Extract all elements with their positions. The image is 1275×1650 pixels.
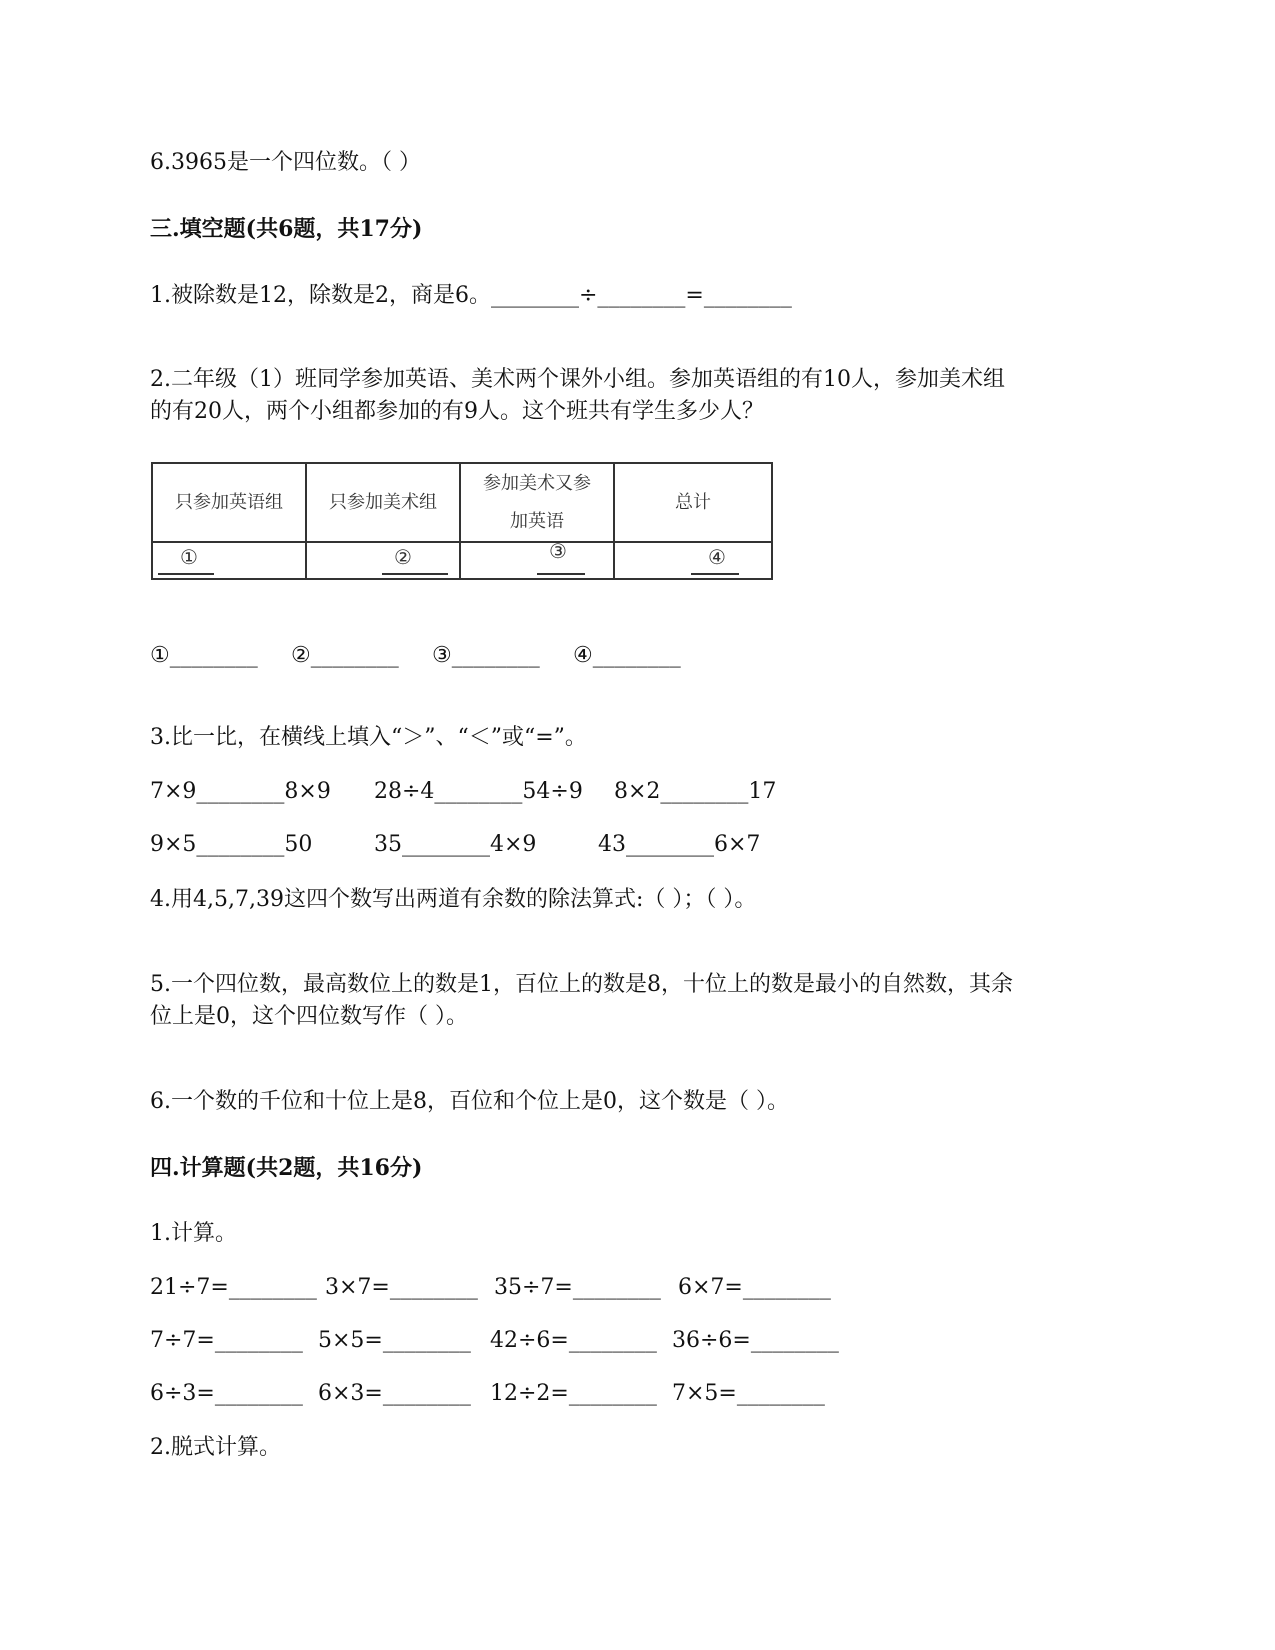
marker-1: ① — [180, 545, 198, 569]
section3-q1: 1.被除数是12，除数是2，商是6。________÷________=________ — [150, 283, 792, 308]
section3-q5-line1: 5.一个四位数，最高数位上的数是1，百位上的数是8，十位上的数是最小的自然数，其余 — [150, 972, 1013, 997]
section3-heading: 三.填空题(共6题，共17分) — [150, 216, 423, 242]
blank-line — [691, 573, 739, 575]
section3-q2-line1: 2.二年级（1）班同学参加英语、美术两个课外小组。参加英语组的有10人，参加美术组 — [150, 367, 1005, 392]
section3-q3: 3.比一比，在横线上填入“＞”、“＜”或“=”。 — [150, 725, 587, 750]
table-header-1: 只参加英语组 — [175, 491, 283, 513]
compare-3: 8×2________17 — [614, 779, 777, 804]
compare-2: 28÷4________54÷9 — [374, 779, 583, 804]
blank-line — [537, 573, 585, 575]
compare-6: 43________6×7 — [598, 832, 761, 857]
calc-7: 42÷6=________ — [490, 1328, 657, 1353]
blank-line — [158, 573, 214, 575]
table-header-3 — [461, 464, 613, 541]
q2-answer-1: ①________ — [150, 643, 258, 668]
table-cell-3 — [461, 539, 613, 580]
calc-11: 12÷2=________ — [490, 1381, 657, 1406]
section3-q4: 4.用4,5,7,39这四个数写出两道有余数的除法算式:（ ）；（ ）。 — [150, 887, 757, 912]
marker-3: ③ — [549, 539, 567, 563]
calc-8: 36÷6=________ — [672, 1328, 839, 1353]
calc-5: 7÷7=________ — [150, 1328, 303, 1353]
q2-answer-3: ③________ — [432, 643, 540, 668]
compare-1: 7×9________8×9 — [150, 779, 331, 804]
q2-answer-4: ④________ — [573, 643, 681, 668]
calc-1: 21÷7=________ — [150, 1275, 317, 1300]
table-cell-1 — [153, 543, 305, 580]
calc-6: 5×5=________ — [318, 1328, 471, 1353]
table-header-3-line2: 加英语 — [510, 510, 564, 532]
section3-q6: 6.一个数的千位和十位上是8，百位和个位上是0，这个数是（ ）。 — [150, 1089, 789, 1114]
section3-q2-line2: 的有20人，两个小组都参加的有9人。这个班共有学生多少人？ — [150, 399, 764, 424]
marker-4: ④ — [708, 545, 726, 569]
compare-5: 35________4×9 — [374, 832, 537, 857]
compare-4: 9×5________50 — [150, 832, 313, 857]
section4-q1: 1.计算。 — [150, 1221, 237, 1246]
table-header-3-line1: 参加美术又参 — [483, 472, 591, 494]
q2-answer-2: ②________ — [291, 643, 399, 668]
calc-4: 6×7=________ — [678, 1275, 831, 1300]
table-header-2: 只参加美术组 — [329, 491, 437, 513]
data-table — [151, 462, 773, 580]
calc-9: 6÷3=________ — [150, 1381, 303, 1406]
table-cell-2 — [307, 543, 459, 580]
calc-10: 6×3=________ — [318, 1381, 471, 1406]
section4-heading: 四.计算题(共2题，共16分) — [150, 1155, 423, 1181]
calc-12: 7×5=________ — [672, 1381, 825, 1406]
table-cell-4 — [615, 543, 771, 580]
table-header-4: 总计 — [675, 491, 711, 513]
calc-2: 3×7=________ — [325, 1275, 478, 1300]
section3-q5-line2: 位上是0，这个四位数写作（ ）。 — [150, 1004, 468, 1029]
marker-2: ② — [394, 545, 412, 569]
blank-line — [382, 573, 448, 575]
calc-3: 35÷7=________ — [494, 1275, 661, 1300]
section4-q2: 2.脱式计算。 — [150, 1435, 281, 1460]
prev-item: 6.3965是一个四位数。（ ） — [150, 150, 421, 175]
